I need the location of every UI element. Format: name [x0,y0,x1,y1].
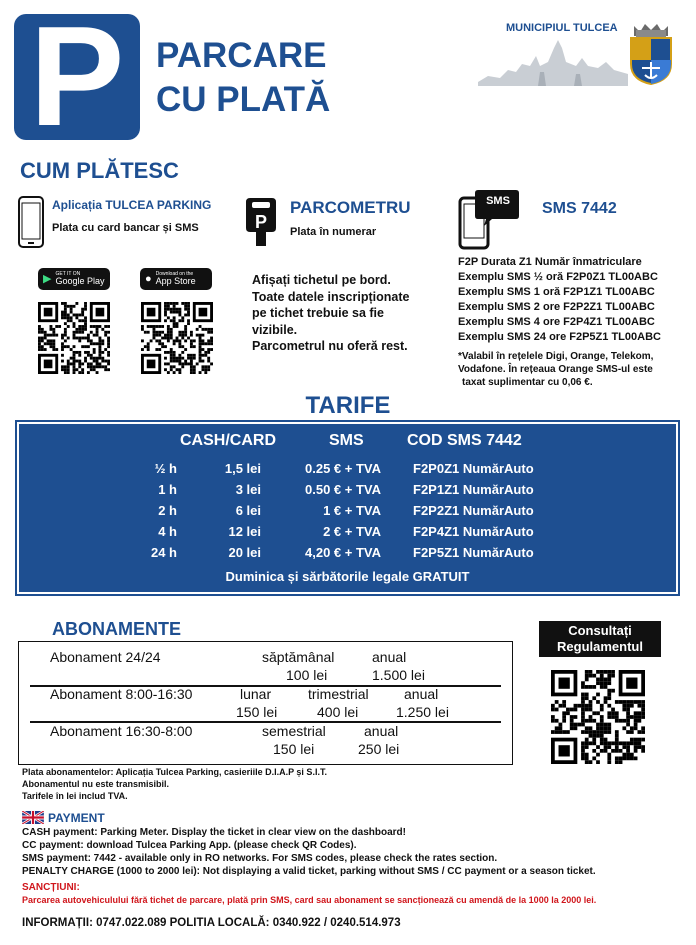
parcometru-note-line: Parcometrul nu oferă rest. [252,339,408,353]
tarif-duration: 4 h [158,524,177,539]
tarif-cash: 20 lei [228,545,261,560]
app-subtitle: Plata cu card bancar și SMS [52,222,199,234]
col-header-sms: SMS [329,432,364,449]
sms-example-line: Exemplu SMS 24 ore F2P5Z1 TL00ABC [458,331,661,343]
section-heading-cum-platesc: CUM PLĂTESC [20,158,179,183]
tarif-code: F2P2Z1 NumărAuto [413,503,534,518]
abonament-name: Abonament 8:00-16:30 [50,686,193,702]
tarif-duration: 24 h [150,545,177,560]
sms-example-line: Exemplu SMS ½ oră F2P0Z1 TL00ABC [458,271,658,283]
tarife-table [17,422,678,594]
abonament-price: 1.250 lei [396,704,449,720]
tarif-cash: 1,5 lei [224,461,261,476]
abonament-name: Abonament 24/24 [50,649,161,665]
city-coat-of-arms-icon [628,20,674,86]
apple-icon: ● [145,272,152,285]
sanctiuni-heading: SANCȚIUNI: [22,882,80,893]
abonament-price: 250 lei [358,741,400,757]
payment-line: CC payment: download Tulcea Parking App. (please check QR Codes). [22,840,357,851]
tarif-cash: 6 lei [235,503,261,518]
regulament-button-line1: Consultați [568,623,632,638]
regulament-button[interactable] [539,621,661,657]
tarif-cash: 3 lei [235,482,261,497]
sms-example-line: Exemplu SMS 2 ore F2P2Z1 TL00ABC [458,301,655,313]
smartphone-icon [18,196,44,248]
col-header-cod-sms: COD SMS 7442 [407,432,522,449]
abonament-price: 1.500 lei [372,667,425,683]
parcometru-subtitle: Plata în numerar [290,226,377,238]
parking-logo [14,0,140,156]
tarif-code: F2P0Z1 NumărAuto [413,461,534,476]
google-play-badge[interactable] [38,268,110,290]
sms-footnote-line: *Valabil în rețelele Digi, Orange, Telekom, [458,351,654,362]
page-title [156,34,330,122]
page-title-line1: PARCARE [156,36,327,75]
payment-heading: PAYMENT [48,811,105,825]
parcometru-title: PARCOMETRU [290,198,411,217]
sms-example-line: Exemplu SMS 1 oră F2P1Z1 TL00ABC [458,286,655,298]
tarif-sms: 4,20 € + TVA [305,545,381,560]
qr-code-regulament[interactable] [551,670,645,764]
tarif-sms: 1 € + TVA [323,503,381,518]
sanctiuni-text: Parcarea autovehiculului fără tichet de parcare, plată prin SMS, card sau abonament se sancționează cu amendă de la 1000 la 2000 lei. [22,895,597,905]
abonament-price: 150 lei [236,704,278,720]
payment-line: SMS payment: 7442 - available only in RO networks. For SMS codes, please check the rates section. [22,853,498,864]
parking-meter-icon [244,198,278,248]
sms-bubble-label: SMS [486,195,510,207]
sms-footnote-line: Vodafone. În rețeaua Orange SMS-ul este [458,364,653,375]
city-skyline-icon [478,36,628,86]
tarif-sms: 0.50 € + TVA [305,482,381,497]
abonament-period: anual [364,723,399,739]
page-title-line2: CU PLATĂ [156,80,331,119]
sms-footnote-line: taxat suplimentar cu 0,06 €. [462,377,593,388]
app-store-label: App Store [155,276,196,286]
app-store-small: Download on the [155,271,194,277]
qr-code-google-play[interactable] [38,302,110,374]
abonamente-note: Tarifele în lei includ TVA. [22,791,128,801]
abonamente-note: Abonamentul nu este transmisibil. [22,779,170,789]
municipality-name: MUNICIPIUL TULCEA [506,22,618,34]
abonament-price: 150 lei [273,741,315,757]
tarif-duration: ½ h [154,461,177,476]
parking-logo-letter: P [29,0,125,156]
tarif-sms: 0.25 € + TVA [305,461,381,476]
abonament-period: lunar [240,686,272,702]
abonament-name: Abonament 16:30-8:00 [50,723,193,739]
tarif-sms: 2 € + TVA [323,524,381,539]
google-play-label: Google Play [55,276,105,286]
section-heading-tarife: TARIFE [305,392,391,419]
col-header-cash-card: CASH/CARD [180,432,276,449]
parcometru-note-line: pe tichet trebuie sa fie [252,306,384,320]
tarif-code: F2P5Z1 NumărAuto [413,545,534,560]
qr-code-app-store[interactable] [141,302,213,374]
google-play-small: GET IT ON [55,271,81,277]
payment-line: CASH payment: Parking Meter. Display the ticket in clear view on the dashboard! [22,827,406,838]
tarif-duration: 1 h [158,482,177,497]
tarife-footer: Duminica și sărbătorile legale GRATUIT [225,569,470,584]
parcometru-note-line: Toate datele inscripționate [252,289,410,304]
abonament-price: 400 lei [317,704,359,720]
abonament-period: săptămânal [262,649,335,665]
svg-text:P: P [254,212,268,232]
app-title: Aplicația TULCEA PARKING [52,198,212,212]
tarif-duration: 2 h [158,503,177,518]
section-heading-abonamente: ABONAMENTE [52,619,181,639]
sms-example-line: Exemplu SMS 4 ore F2P4Z1 TL00ABC [458,316,655,328]
tarif-code: F2P1Z1 NumărAuto [413,482,534,497]
abonament-period: anual [372,649,407,665]
footer-contact: INFORMAȚII: 0747.022.089 POLITIA LOCALĂ: 0340.922 / 0240.514.973 [22,917,401,929]
tarif-code: F2P4Z1 NumărAuto [413,524,534,539]
abonamente-note: Plata abonamentelor: Aplicația Tulcea Parking, casieriile D.I.A.P și S.I.T. [22,767,327,777]
tarif-cash: 12 lei [228,524,261,539]
parcometru-note [252,272,409,355]
abonament-period: semestrial [262,723,326,739]
sms-title: SMS 7442 [542,200,617,217]
parcometru-note-line: Afișați tichetul pe bord. [252,273,391,287]
sms-format-line: F2P Durata Z1 Număr înmatriculare [458,256,642,268]
sms-footnote [458,350,653,389]
parcometru-note-line: vizibile. [252,322,298,337]
payment-line: PENALTY CHARGE (1000 to 2000 lei): Not displaying a valid ticket, parking without SMS / CC payment or a season ticket. [22,866,596,877]
google-play-icon: ▶ [43,272,52,285]
uk-flag-icon [22,811,44,824]
regulament-button-line2: Regulamentul [557,639,643,654]
abonament-period: anual [404,686,439,702]
abonament-price: 100 lei [286,667,328,683]
app-store-badge[interactable] [140,268,212,290]
abonament-period: trimestrial [308,686,369,702]
